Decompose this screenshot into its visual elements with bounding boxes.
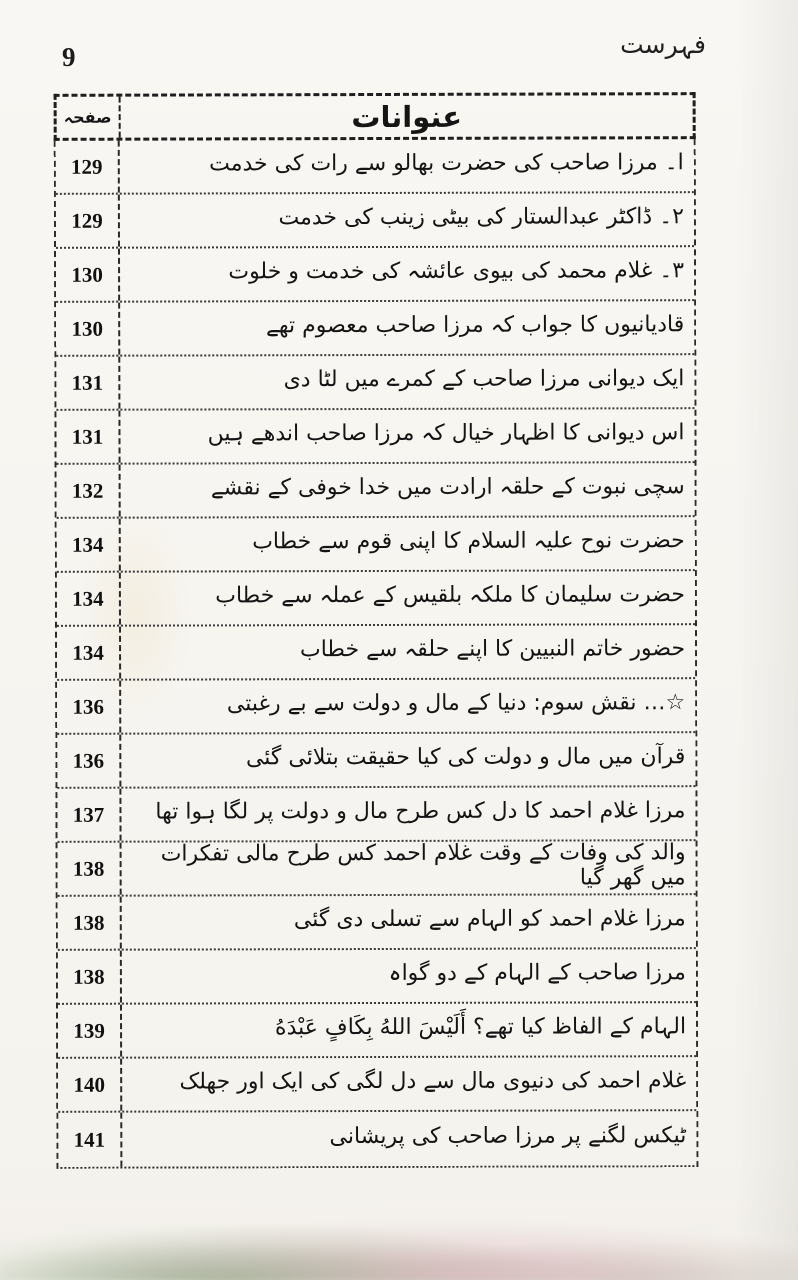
table-row	[57, 733, 695, 789]
row-page-number: 129	[56, 195, 120, 247]
row-page-number: 130	[56, 303, 120, 355]
row-page-number: 134	[57, 627, 121, 679]
table-of-contents	[54, 92, 699, 1169]
row-title: حضور خاتم النبیین کا اپنے حلقہ سے خطاب	[299, 636, 686, 663]
row-page-number: 136	[57, 735, 121, 787]
row-title: ا۔ مرزا صاحب کی حضرت بھالو سے رات کی خدمت	[209, 150, 684, 177]
row-title: الہام کے الفاظ کیا تھے؟ أَلَيْسَ اللهُ بِكَافٍ عَبْدَهُ	[275, 1014, 687, 1041]
table-row	[56, 247, 694, 303]
table-row	[57, 679, 695, 735]
table-row	[58, 1003, 696, 1059]
table-row	[58, 949, 696, 1005]
table-row	[58, 1111, 696, 1167]
table-row	[56, 409, 694, 465]
page-number: 9	[62, 42, 76, 72]
row-title: مرزا غلام احمد کا دل کس طرح مال و دولت پر لگا ہوا تھا	[155, 798, 686, 825]
row-page-number: 136	[57, 681, 121, 733]
table-row	[57, 463, 695, 519]
table-row	[57, 787, 695, 843]
row-page-number: 140	[58, 1059, 122, 1111]
row-title: غلام احمد کی دنیوی مال سے دل لگی کی ایک اور جھلک	[179, 1068, 687, 1095]
row-title: قادیانیوں کا جواب کہ مرزا صاحب معصوم تھے	[265, 312, 685, 339]
row-title: ایک دیوانی مرزا صاحب کے کمرے میں لٹا دی	[283, 366, 685, 393]
table-row	[57, 517, 695, 573]
row-title: ٹیکس لگنے پر مرزا صاحب کی پریشانی	[329, 1123, 687, 1150]
row-title: قرآن میں مال و دولت کی کیا حقیقت بتلائی گئی	[245, 744, 686, 771]
page-title: فہرست	[620, 30, 706, 59]
row-title: اس دیوانی کا اظہار خیال کہ مرزا صاحب اندھے ہیں	[207, 420, 685, 447]
row-page-number: 129	[56, 141, 120, 193]
row-page-number: 138	[58, 951, 122, 1003]
row-title: ☆… نقش سوم: دنیا کے مال و دولت سے بے رغبتی	[226, 690, 686, 717]
table-row	[58, 895, 696, 951]
table-row	[58, 1057, 696, 1113]
row-title: حضرت نوح علیہ السلام کا اپنی قوم سے خطاب	[252, 528, 685, 555]
table-row	[58, 841, 696, 897]
toc-header-page-column: صفحہ	[57, 97, 121, 138]
toc-header-titles-column: عنوانات	[351, 99, 463, 134]
row-page-number: 134	[57, 519, 121, 571]
row-page-number: 138	[58, 897, 122, 949]
row-page-number: 137	[57, 789, 121, 841]
row-title: سچی نبوت کے حلقہ ارادت میں خدا خوفی کے نقشے	[210, 474, 685, 501]
row-title: مرزا غلام احمد کو الہام سے تسلی دی گئی	[293, 906, 686, 933]
scan-artifact-blur	[0, 1220, 798, 1280]
table-row	[56, 355, 694, 411]
row-page-number: 130	[56, 249, 120, 301]
row-title: والد کی وفات کے وقت غلام احمد کس طرح مالی تفکرات میں گھر گیا	[160, 839, 686, 891]
row-page-number: 139	[58, 1005, 122, 1057]
row-title: ۳۔ غلام محمد کی بیوی عائشہ کی خدمت و خلوت	[228, 258, 685, 285]
table-row	[56, 139, 694, 195]
toc-header-row	[54, 92, 696, 141]
row-page-number: 132	[57, 465, 121, 517]
row-page-number: 134	[57, 573, 121, 625]
row-title: ۲۔ ڈاکٹر عبدالستار کی بیٹی زینب کی خدمت	[278, 204, 684, 231]
table-row	[57, 625, 695, 681]
table-row	[57, 571, 695, 627]
row-page-number: 131	[56, 411, 120, 463]
row-page-number: 131	[56, 357, 120, 409]
row-title: حضرت سلیمان کا ملکہ بلقیس کے عملہ سے خطاب	[215, 582, 685, 609]
table-row	[56, 193, 694, 249]
row-page-number: 141	[58, 1113, 122, 1167]
toc-rows	[54, 139, 699, 1169]
table-row	[56, 301, 694, 357]
row-page-number: 138	[58, 843, 122, 895]
row-title: مرزا صاحب کے الہام کے دو گواہ	[388, 960, 686, 987]
